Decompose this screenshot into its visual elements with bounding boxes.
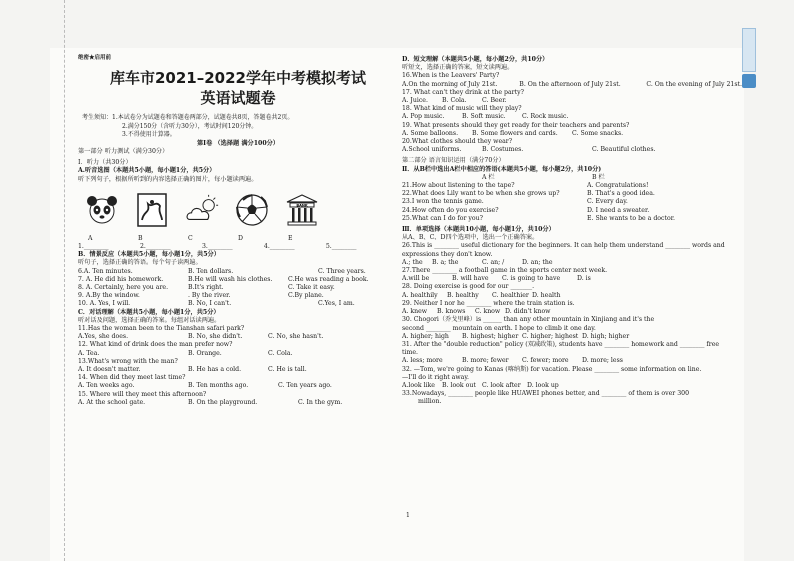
option: D. didn't know <box>505 308 551 316</box>
option: B. will have <box>452 275 489 283</box>
match-answer: B. That's a good idea. <box>587 190 655 198</box>
option: D. health <box>532 291 561 299</box>
option: C. He is tall. <box>268 365 307 373</box>
question-text: 12. What kind of drink does the man prefer now? <box>78 341 233 349</box>
option: B. more; fewer <box>462 357 509 365</box>
question-text: 15. Where will they meet this afternoon? <box>78 390 207 398</box>
question-text: 26.This is ________ useful dictionary for the beginners. It can help them understand ________ words and <box>402 242 725 250</box>
match-row <box>402 207 742 215</box>
listening-heading: Ⅰ．听力（共30分） <box>78 159 132 167</box>
panda-picture <box>84 190 120 230</box>
question-row <box>402 382 742 390</box>
option: A. It doesn't matter. <box>78 365 141 373</box>
option: C. Ten years ago. <box>278 382 332 390</box>
section-iii-instruction: 从A、B、C、D四个选项中，选出一个正确答案。 <box>402 234 539 242</box>
option: C. healthier <box>492 291 529 299</box>
question-text: 31. After the "double reduction" policy (双减政策), students have ________ homework and ________ free <box>402 340 720 348</box>
question-text: 20.What clothes should they wear? <box>402 138 513 146</box>
option: A. Some balloons. <box>402 129 459 137</box>
option: B. On the afternoon of July 21st. <box>519 80 621 88</box>
option: A.School uniforms. <box>402 146 462 154</box>
question-text: 32. —Tom, we're going to Kanas (喀纳斯) for vacation. Please ________ some information on line. <box>402 365 702 373</box>
question-row <box>78 300 398 308</box>
option: C. is going to have <box>502 275 561 283</box>
dragon-picture <box>134 190 170 230</box>
question-text: 14. When did they meet last time? <box>78 374 186 382</box>
option: C. No, she hasn't. <box>268 333 324 341</box>
column-a-heading: A 栏 <box>482 173 495 181</box>
question-row <box>402 357 742 365</box>
option: D. more; less <box>582 357 623 365</box>
question-text: 29. Neither I nor he ________ where the train station is. <box>402 299 575 307</box>
question-row <box>78 333 398 341</box>
option: C.He was reading a book. <box>288 275 369 283</box>
question-text: 17. What can't they drink at the party? <box>402 88 524 96</box>
question-text: 33.Nowadays, ________ people like HUAWEI phones better, and ________ of them is over 300 <box>402 390 690 398</box>
picture-row <box>84 188 398 232</box>
picture-letter: A <box>88 234 93 242</box>
option: C.By plane. <box>288 292 324 300</box>
question-text: million. <box>418 398 442 406</box>
option: C.Yes, I am. <box>318 300 355 308</box>
option: C. Three years. <box>318 267 366 275</box>
option: C. Rock music. <box>522 113 569 121</box>
note-line: 3.不得使用计算器。 <box>122 131 176 139</box>
option: C. an; / <box>482 258 505 266</box>
match-question: 24.How often do you exercise? <box>402 206 499 214</box>
question-row <box>402 97 742 105</box>
answer-blanks <box>78 243 398 251</box>
section-ii-heading: Ⅱ．从B栏中选出A栏中相应的答语(本题共5小题，每小题2分，共10分) <box>402 165 602 173</box>
volume-heading: 第Ⅰ卷 （选择题 满分100分） <box>197 139 279 147</box>
match-row <box>402 198 742 206</box>
question-row <box>402 81 742 89</box>
exam-notes <box>78 114 398 140</box>
question-row <box>78 292 398 300</box>
option: A.; the <box>402 258 423 266</box>
section-a-heading: A.听音选图（本题共5小题，每小题1分，共5分） <box>78 167 216 175</box>
answer-blank: 1.________ <box>78 242 109 250</box>
option: B. knows <box>437 308 466 316</box>
bank-sign-text: BANK <box>296 203 308 208</box>
option: A. Tea. <box>78 349 100 357</box>
question-text: 19. What presents should they get ready for their teachers and parents? <box>402 121 630 129</box>
option: B. Some flowers and cards. <box>472 129 558 137</box>
option: A.will be <box>402 275 430 283</box>
match-answer: A. Congratulations! <box>587 182 649 190</box>
section-c-heading: C．对话理解（本题共5小题，每小题1分，共5分） <box>78 308 220 316</box>
scan-badge <box>742 28 756 88</box>
option: 6.A. Ten minutes. <box>78 267 133 275</box>
question-row <box>402 275 742 283</box>
option: A. healthily <box>402 291 438 299</box>
question-row <box>402 130 742 138</box>
option: C. look after <box>482 381 521 389</box>
option: A. less; more <box>402 357 443 365</box>
section-b-instruction: 听句子，选择正确的答语。每个句子读两遍。 <box>78 259 202 267</box>
question-row <box>78 284 398 292</box>
column-b-heading: B 栏 <box>592 173 605 181</box>
option: B. He has a cold. <box>188 365 242 373</box>
option: C. know <box>475 308 501 316</box>
part-heading: 第二部分 语言知识运用（满分70分） <box>402 157 505 165</box>
option: A. knew <box>402 308 428 316</box>
match-question: 25.What can I do for you? <box>402 214 483 222</box>
right-column <box>402 56 742 407</box>
match-question: 22.What does Lily want to be when she grows up? <box>402 190 560 198</box>
column-headings <box>402 174 742 182</box>
option: C. Some snacks. <box>572 129 624 137</box>
match-answer: E. She wants to be a doctor. <box>587 214 675 222</box>
option: B. Orange. <box>188 349 222 357</box>
question-text: second ________ mountain on earth. I hope to climb it one day. <box>402 324 596 332</box>
option: D. high; higher <box>582 332 630 340</box>
question-text: 18. What kind of music will they play? <box>402 105 522 113</box>
option: C. higher; highest <box>522 332 579 340</box>
question-row <box>402 113 742 121</box>
option: B. Soft music. <box>462 113 506 121</box>
match-answer: C. Every day. <box>587 198 628 206</box>
picture-letter: C <box>188 234 193 242</box>
question-row <box>78 268 398 276</box>
picture-letter: E <box>288 234 293 242</box>
answer-blank: 2.________ <box>139 242 171 250</box>
match-row <box>402 215 742 223</box>
match-question: 21.How about listening to the tape? <box>402 182 515 190</box>
binding-line <box>64 0 66 561</box>
option: A. At the school gate. <box>78 398 146 406</box>
answer-blank: 3.________ <box>201 242 233 250</box>
section-b-heading: B．情景反应（本题共5小题，每小题1分，共5分） <box>78 251 220 259</box>
question-row <box>402 292 742 300</box>
option: B. Costumes. <box>482 146 524 154</box>
picture-letter: B <box>138 234 143 242</box>
section-c-instruction: 听对话及问题，选择正确的答案。每组对话读两遍。 <box>78 316 221 324</box>
match-row <box>402 182 742 190</box>
option: C. Beer. <box>482 97 507 105</box>
question-text: —I'll do it right away. <box>402 373 469 381</box>
part-heading: 第一部分 听力测试（满分30分） <box>78 147 169 155</box>
note-line: 考生须知：1.本试卷分为试题卷和答题卷两部分，试题卷共8页，答题卷共2页。 <box>82 114 294 122</box>
question-row <box>402 146 742 154</box>
question-row <box>78 366 398 374</box>
option: D. look up <box>527 381 559 389</box>
option: A. Juice. <box>402 97 428 105</box>
option: B. Ten months ago. <box>188 382 249 390</box>
option: 10. A. Yes, I will. <box>78 300 131 308</box>
question-row <box>402 259 742 267</box>
question-text: 16.When is the Leavers' Party? <box>402 72 500 80</box>
exam-subtitle: 英语试题卷 <box>200 89 276 108</box>
option: A. Ten weeks ago. <box>78 382 135 390</box>
option: C. Beautiful clothes. <box>592 146 656 154</box>
match-answer: D. I need a sweater. <box>587 206 650 214</box>
option: C. On the evening of July 21st. <box>646 80 742 88</box>
option: B. a; the <box>432 258 459 266</box>
cloud-sun-picture <box>184 190 220 230</box>
answer-blank: 4.________ <box>263 242 295 250</box>
page-number: 1 <box>406 512 410 519</box>
left-column <box>78 54 398 407</box>
confidential-tag: 绝密★启用前 <box>78 55 112 61</box>
question-text: time. <box>402 349 418 357</box>
option: A. Pop music. <box>402 113 445 121</box>
option: A.Yes, she does. <box>78 333 129 341</box>
question-text: 13.What's wrong with the man? <box>78 357 178 365</box>
badge-icon <box>742 74 756 88</box>
option: 9. A.By the window. <box>78 292 140 300</box>
question-row <box>78 382 398 390</box>
option: B. highest; higher <box>462 332 519 340</box>
question-text: expressions they don't know. <box>402 250 493 258</box>
question-text: 28. Doing exercise is good for our _______. <box>402 283 535 291</box>
option: A.look like <box>402 381 435 389</box>
answer-blank: 5.________ <box>325 242 357 250</box>
option: B. No, I can't. <box>188 300 232 308</box>
question-text: 27.There ________ a football game in the sports center next week. <box>402 267 608 275</box>
option: B.It's right. <box>188 283 224 291</box>
option: A.On the morning of July 21st. <box>402 80 498 88</box>
option: A. higher; high <box>402 332 449 340</box>
match-question: 23.I won the tennis game. <box>402 198 484 206</box>
question-row <box>78 350 398 358</box>
option: B. No, she didn't. <box>188 333 243 341</box>
badge-label <box>742 28 756 72</box>
exam-title: 库车市2021–2022学年中考模拟考试 <box>110 69 366 88</box>
option: C. fewer; more <box>522 357 569 365</box>
bank-picture <box>284 190 320 230</box>
option: 8. A. Certainly, here you are. <box>78 283 169 291</box>
option: D. an; the <box>522 258 553 266</box>
note-line: 2.满分150分（含听力30分），考试时间120分钟。 <box>122 122 258 130</box>
option: B. Ten dollars. <box>188 267 234 275</box>
option: C. In the gym. <box>298 398 343 406</box>
option: C. Take it easy. <box>288 283 335 291</box>
option: . By the river. <box>188 292 231 300</box>
option: B. healthy <box>447 291 479 299</box>
question-row <box>78 399 398 407</box>
section-a-instruction: 听下列句子，根据所听到的内容选择正确的图片，每小题读两遍。 <box>78 175 258 183</box>
section-d-instruction: 听短文，选择正确的答案，短文读两遍。 <box>402 64 514 72</box>
picture-letters <box>78 235 398 243</box>
question-row <box>78 276 398 284</box>
picture-letter: D <box>238 234 243 242</box>
match-row <box>402 190 742 198</box>
question-text: 11.Has the woman been to the Tianshan safari park? <box>78 324 245 332</box>
football-picture <box>234 190 270 230</box>
option: D. is <box>577 275 591 283</box>
option: C. Cola. <box>268 349 293 357</box>
option: 7. A. He did his homework. <box>78 275 164 283</box>
option: B. On the playground. <box>188 398 258 406</box>
option: B.He will wash his clothes. <box>188 275 273 283</box>
option: B. Cola. <box>442 97 467 105</box>
section-d-heading: D．短文理解（本题共5小题，每小题2分，共10分） <box>402 56 549 63</box>
section-iii-heading: Ⅲ．单项选择（本题共10小题，每小题1分，共10分） <box>402 226 555 234</box>
question-text: 30. Chogori（乔戈里峰）is ______ than any other mountain in Xinjiang and it's the <box>402 316 655 324</box>
option: B. look out <box>442 381 476 389</box>
question-row <box>402 333 742 341</box>
